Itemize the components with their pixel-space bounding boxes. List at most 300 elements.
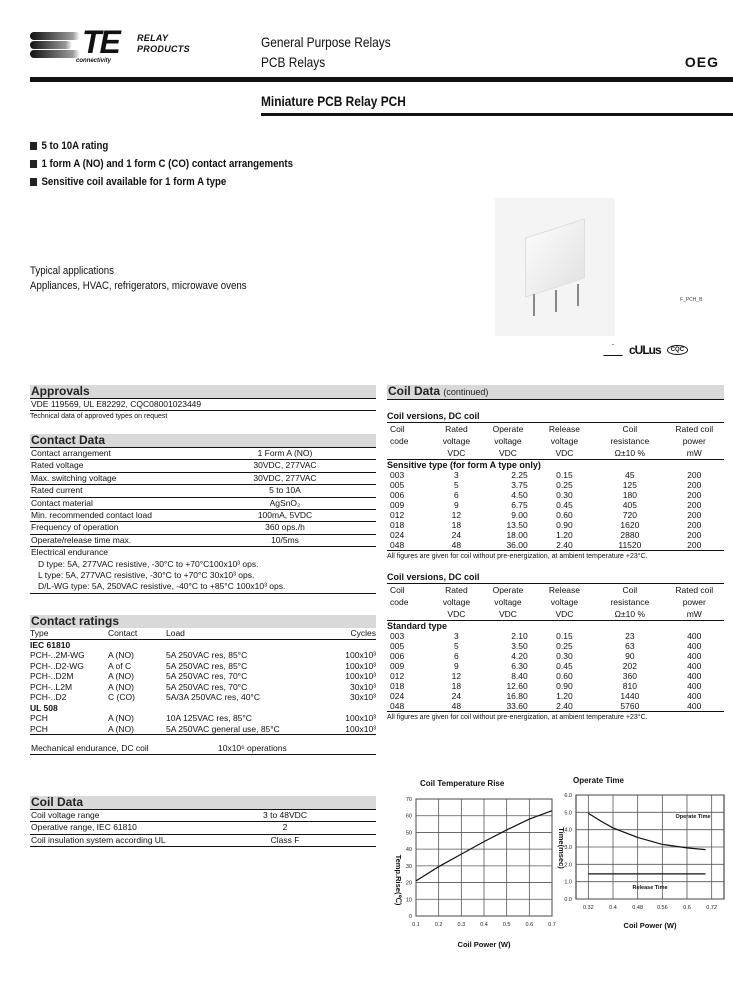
coil-cell: 200 (687, 500, 702, 510)
coil-cell: 2.40 (556, 701, 573, 711)
chart-title: Coil Temperature Rise (420, 779, 505, 788)
coil-cell: 3 (454, 631, 459, 641)
logo-tagline: connectivity (76, 58, 112, 64)
coil-cell: 3 (454, 470, 459, 480)
coil-table (387, 572, 724, 723)
coil-cell: 2.25 (511, 470, 528, 480)
coil-cell: 6.75 (511, 500, 528, 510)
feature-text: Sensitive coil available for 1 form A type (41, 176, 227, 188)
endurance-item: L type: 5A, 277VAC resistive, -30°C to +70°C 30x10³ ops. (38, 570, 255, 581)
row-value: 360 ops./h (265, 522, 305, 533)
x-tick-label: 0.2 (434, 922, 443, 928)
category-line-2: PCB Relays (261, 54, 326, 70)
logo-stripe (30, 41, 72, 49)
coil-cell: 0.25 (556, 641, 573, 651)
header-rule (30, 77, 733, 82)
coil-cell: 0.90 (556, 520, 573, 530)
section-heading-text: Coil Data (388, 384, 441, 398)
ratings-cell: PCH-..D2M (30, 671, 74, 681)
row-value: AgSnO₂ (269, 497, 301, 508)
coil-cell: 003 (390, 470, 405, 480)
y-axis-label: Time(msec) (557, 827, 566, 869)
x-tick-label: 0.48 (632, 905, 644, 911)
coil-cell: 18.00 (506, 530, 528, 540)
coil-cell: 018 (390, 520, 405, 530)
coil-header-cell: voltage (494, 597, 522, 607)
data-row (30, 535, 376, 547)
relay-body (525, 218, 585, 297)
coil-cell: 024 (390, 691, 405, 701)
coil-cell: 12 (451, 671, 462, 681)
coil-cell: 005 (390, 641, 405, 651)
coil-cell: 18 (451, 681, 462, 691)
coil-row (387, 510, 724, 520)
approvals-row (30, 399, 376, 411)
logo-product-line-1: RELAY (137, 33, 169, 43)
coil-cell: 90 (625, 651, 635, 661)
row-label: Frequency of operation (31, 522, 119, 533)
relay-pin (555, 290, 557, 312)
ratings-row (30, 650, 376, 661)
coil-header-cell (387, 608, 431, 620)
vde-mark-icon (603, 344, 623, 356)
coil-cell: 5 (454, 641, 459, 651)
coil-row (387, 540, 724, 550)
y-tick-label: 30 (405, 863, 412, 870)
coil-cell: 400 (687, 701, 702, 711)
x-tick-label: 0.32 (582, 905, 594, 911)
coil-header-cell: VDC (447, 609, 466, 619)
coil-header-cell: Rated coil (675, 585, 714, 595)
coil-cell: 5 (454, 480, 459, 490)
row-label: Contact material (31, 497, 93, 508)
coil-header-cell: mW (686, 609, 702, 619)
ratings-cell: 100x10³ (345, 660, 376, 671)
coil-header-cell: Ω±10 % (614, 609, 646, 619)
coil-cell: 400 (687, 641, 702, 651)
data-row (30, 498, 376, 510)
coil-cell: 13.50 (506, 520, 528, 530)
ratings-cell: A (NO) (108, 723, 134, 734)
coil-row (387, 631, 724, 641)
coil-cell: 0.15 (556, 631, 573, 641)
temp-rise-chart (385, 790, 560, 955)
coil-cell: 005 (390, 480, 405, 490)
coil-header-line (387, 435, 724, 447)
relay-photo (495, 198, 615, 336)
coil-header-cell: VDC (555, 448, 574, 458)
coil-cell: 48 (451, 701, 462, 711)
coil-cell: 405 (622, 500, 637, 510)
coil-header-cell: Coil (390, 585, 405, 595)
data-row (30, 510, 376, 522)
relay-pin (533, 294, 535, 316)
coil-cell: 1.20 (556, 691, 573, 701)
ratings-row (30, 682, 376, 693)
coil-cell: 400 (687, 691, 702, 701)
data-row (30, 485, 376, 497)
coil-header-cell: voltage (494, 436, 522, 446)
coil-header-cell: voltage (550, 597, 579, 607)
row-value: 3 to 48VDC (263, 810, 307, 820)
coil-header-cell: Operate (492, 424, 524, 434)
coil-row (387, 490, 724, 500)
coil-cell: 48 (451, 540, 462, 550)
data-row (30, 835, 376, 847)
coil-cell: 3.75 (511, 480, 528, 490)
coil-header-line (387, 423, 724, 435)
coil-header-cell: resistance (610, 597, 650, 607)
y-tick-label: 6.0 (564, 793, 572, 799)
te-logo (30, 24, 210, 68)
ratings-cell: 5A 250VAC res, 85°C (166, 650, 248, 660)
row-label: Contact arrangement (31, 448, 111, 458)
coil-header-line (387, 596, 724, 608)
coil-header-cell: code (390, 597, 409, 607)
bullet-square-icon (30, 160, 37, 168)
col-contact: Contact (108, 628, 138, 638)
coil-header-cell: Coil (390, 424, 405, 434)
y-tick-label: 3.0 (564, 845, 572, 851)
coil-header-cell: VDC (555, 609, 574, 619)
ratings-cell: 30x10³ (350, 692, 376, 702)
x-tick-label: 0.4 (480, 922, 488, 928)
ratings-row (30, 692, 376, 703)
coil-header-cell: Ω±10 % (614, 448, 646, 458)
x-tick-label: 0.6 (683, 905, 691, 911)
typical-applications (30, 264, 247, 294)
row-value: 100mA, 5VDC (257, 510, 313, 521)
ratings-cell: 10A 125VAC res, 85°C (166, 713, 252, 723)
coil-cell: 200 (687, 490, 702, 500)
feature-item (30, 137, 293, 155)
ratings-group-heading: IEC 61810 (30, 639, 71, 650)
coil-cell: 720 (622, 510, 637, 520)
coil-cell: 0.30 (556, 651, 573, 661)
coil-table-header (387, 584, 724, 621)
coil-cell: 2.40 (556, 540, 573, 550)
col-load: Load (166, 628, 185, 638)
y-tick-label: 20 (405, 880, 412, 887)
row-value: Class F (270, 834, 300, 845)
feature-text: 5 to 10A rating (41, 140, 109, 152)
coil-cell: 12 (451, 510, 462, 520)
x-tick-label: 0.3 (457, 922, 466, 928)
coil-header-line (387, 584, 724, 596)
data-row (30, 810, 376, 822)
mechanical-endurance-label: Mechanical endurance, DC coil (31, 743, 149, 753)
coil-cell: 4.20 (511, 651, 528, 661)
coil-cell: 009 (390, 500, 405, 510)
culus-mark-icon: cULus (629, 343, 661, 357)
coil-cell: 12.60 (506, 681, 528, 691)
coil-row (387, 530, 724, 540)
y-tick-label: 10 (405, 897, 412, 904)
coil-data-rows (30, 810, 376, 847)
row-value: 10/5ms (271, 534, 299, 545)
ratings-cell: A (NO) (108, 681, 134, 692)
coil-cell: 4.50 (511, 490, 528, 500)
data-row (30, 822, 376, 834)
coil-cell: 24 (451, 691, 462, 701)
coil-group-heading: Sensitive type (for form A type only) (387, 460, 541, 470)
brand-label: OEG (684, 54, 719, 70)
coil-header-cell: Operate (492, 585, 524, 595)
ratings-cell: A (NO) (108, 671, 134, 681)
relay-pin (577, 284, 579, 306)
ratings-cell: 5A 250VAC res, 70°C (166, 671, 248, 681)
coil-data-continued-section (387, 385, 724, 723)
logo-mark: TE (82, 24, 119, 60)
coil-table-body (387, 631, 724, 712)
coil-row (387, 480, 724, 490)
y-tick-label: 50 (405, 830, 412, 837)
section-heading (387, 385, 724, 400)
coil-cell: 400 (687, 631, 702, 641)
coil-cell: 18 (451, 520, 462, 530)
feature-list (30, 137, 329, 191)
coil-row (387, 651, 724, 661)
ratings-cell: PCH-..2M-WG (30, 650, 85, 660)
category-heading (261, 32, 391, 72)
coil-cell: 63 (625, 641, 635, 651)
data-row (30, 460, 376, 472)
coil-cell: 33.60 (506, 701, 528, 711)
electrical-endurance-row (30, 547, 376, 558)
y-tick-label: 60 (405, 813, 412, 820)
logo-product-line-2: PRODUCTS (137, 44, 190, 54)
x-axis-label: Coil Power (W) (457, 940, 511, 949)
coil-row (387, 701, 724, 711)
row-label: Max. switching voltage (31, 472, 117, 483)
coil-cell: 8.40 (511, 671, 528, 681)
ratings-cell: C (CO) (108, 692, 135, 702)
coil-cell: 048 (390, 701, 405, 711)
x-tick-label: 0.5 (502, 922, 511, 928)
coil-cell: 1.20 (556, 530, 573, 540)
ratings-cell: A (NO) (108, 713, 134, 723)
ratings-header-row (30, 628, 376, 640)
coil-cell: 360 (622, 671, 637, 681)
ratings-cell: 100x10³ (345, 723, 376, 734)
row-value: 1 Form A (NO) (257, 448, 313, 458)
coil-cell: 200 (687, 530, 702, 540)
coil-cell: 0.60 (556, 510, 573, 520)
approvals-note: Technical data of approved types on request (30, 413, 168, 421)
coil-header-cell: VDC (498, 448, 517, 458)
coil-tables (387, 411, 724, 723)
coil-group-heading: Standard type (387, 621, 448, 631)
coil-row (387, 520, 724, 530)
coil-row (387, 500, 724, 510)
coil-cell: 024 (390, 530, 405, 540)
x-tick-label: 0.56 (656, 905, 668, 911)
coil-row (387, 671, 724, 681)
coil-header-cell: code (390, 436, 409, 446)
coil-header-cell: Rated coil (675, 424, 714, 434)
ratings-cell: PCH-..D2-WG (30, 660, 84, 671)
ratings-cell: 5A 250VAC general use, 85°C (166, 723, 280, 734)
coil-cell: 400 (687, 681, 702, 691)
ratings-group-heading: UL 508 (30, 702, 58, 713)
coil-cell: 5760 (620, 701, 640, 711)
contact-ratings-section (30, 615, 376, 755)
y-tick-label: 1.0 (564, 879, 572, 886)
coil-cell: 018 (390, 681, 405, 691)
coil-header-cell: power (682, 597, 706, 607)
y-tick-label: 0 (408, 914, 412, 920)
row-label: Rated current (31, 485, 83, 496)
feature-item (30, 173, 293, 191)
page-title: Miniature PCB Relay PCH (261, 93, 406, 109)
coil-cell: 810 (622, 681, 637, 691)
y-tick-label: 40 (405, 847, 412, 854)
ratings-cell: PCH (30, 723, 48, 734)
row-value: 5 to 10A (269, 485, 301, 496)
coil-cell: 0.60 (556, 671, 573, 681)
coil-header-cell (387, 447, 431, 459)
section-heading: Contact Data (30, 434, 376, 448)
cqc-mark-icon: CQC (667, 345, 688, 355)
electrical-endurance-list (30, 559, 376, 594)
x-tick-label: 0.6 (525, 922, 534, 928)
ratings-cell: 5A 250VAC res, 85°C (166, 660, 248, 671)
coil-cell: 200 (687, 520, 702, 530)
coil-cell: 012 (390, 671, 405, 681)
mechanical-endurance-row (30, 743, 376, 755)
x-tick-label: 0.7 (548, 922, 556, 928)
coil-header-cell: VDC (447, 448, 466, 458)
coil-cell: 200 (687, 540, 702, 550)
coil-table-header (387, 423, 724, 460)
applications-label: Typical applications (30, 265, 114, 277)
coil-cell: 36.00 (506, 540, 528, 550)
coil-cell: 3.50 (511, 641, 528, 651)
coil-data-section (30, 796, 376, 847)
coil-cell: 6.30 (511, 661, 528, 671)
coil-header-cell: VDC (498, 609, 517, 619)
mechanical-endurance-value: 10x10⁶ operations (218, 743, 287, 753)
coil-cell: 2880 (620, 530, 640, 540)
row-label: Rated voltage (31, 460, 84, 471)
row-label: Min. recommended contact load (31, 510, 152, 521)
row-value: 30VDC, 277VAC (253, 460, 317, 471)
coil-header-line (387, 447, 724, 459)
coil-row (387, 661, 724, 671)
coil-cell: 125 (622, 480, 637, 490)
ratings-cell: A (NO) (108, 650, 134, 660)
coil-table-title: Coil versions, DC coil (387, 572, 724, 584)
y-tick-label: 4.0 (564, 827, 572, 834)
coil-header-cell: Rated (445, 424, 468, 434)
coil-table-title: Coil versions, DC coil (387, 411, 724, 423)
coil-cell: 180 (622, 490, 637, 500)
coil-cell: 0.45 (556, 500, 573, 510)
col-cycles: Cycles (350, 628, 376, 638)
row-value: 30VDC, 277VAC (253, 472, 317, 483)
bullet-square-icon (30, 142, 37, 150)
certification-logos (603, 343, 688, 357)
col-type: Type (30, 628, 49, 638)
ratings-body (30, 640, 376, 736)
coil-cell: 200 (687, 480, 702, 490)
coil-header-cell: Rated (445, 585, 468, 595)
row-label: Operate/release time max. (31, 534, 132, 545)
data-row (30, 522, 376, 534)
section-heading-suffix: (continued) (443, 387, 489, 397)
coil-table-body (387, 470, 724, 551)
coil-cell: 0.15 (556, 470, 573, 480)
ratings-row (30, 671, 376, 682)
coil-row (387, 470, 724, 480)
approvals-section (30, 385, 376, 422)
coil-cell: 9 (454, 500, 459, 510)
coil-cell: 9 (454, 661, 459, 671)
coil-cell: 0.45 (556, 661, 573, 671)
operate-time-chart (545, 788, 733, 935)
coil-table-note: All figures are given for coil without pre-energization, at ambient temperature +23°C. (387, 714, 648, 721)
coil-cell: 200 (687, 510, 702, 520)
title-rule (261, 113, 733, 116)
electrical-endurance-label: Electrical endurance (31, 547, 109, 558)
coil-table-note: All figures are given for coil without pre-energization, at ambient temperature +23°C. (387, 553, 648, 560)
endurance-item: D/L-WG type: 5A, 250VAC resistive, -40°C to +85°C 100x10³ ops. (38, 581, 286, 592)
coil-cell: 048 (390, 540, 405, 550)
coil-table (387, 411, 724, 562)
coil-row (387, 641, 724, 651)
ratings-row (30, 713, 376, 724)
coil-header-line (387, 608, 724, 620)
photo-code: F_PCH_B (680, 297, 703, 303)
ratings-cell: PCH (30, 713, 48, 723)
coil-header-cell: mW (686, 448, 702, 458)
coil-cell: 6 (454, 490, 459, 500)
feature-item (30, 155, 293, 173)
x-axis-label: Coil Power (W) (623, 921, 677, 930)
coil-cell: 202 (622, 661, 637, 671)
y-tick-label: 5.0 (564, 810, 572, 817)
approvals-value: VDE 119569, UL E82292, CQC08001023449 (31, 399, 202, 409)
series-label: Release Time (632, 885, 668, 891)
coil-row (387, 681, 724, 691)
ratings-row (30, 661, 376, 672)
coil-cell: 1440 (620, 691, 640, 701)
contact-data-rows (30, 448, 376, 547)
data-row (30, 473, 376, 485)
coil-header-cell: resistance (610, 436, 650, 446)
coil-cell: 003 (390, 631, 405, 641)
y-tick-label: 2.0 (564, 862, 572, 869)
row-value: 2 (282, 822, 288, 833)
coil-cell: 400 (687, 651, 702, 661)
ratings-cell: 100x10³ (345, 671, 376, 681)
x-tick-label: 0.4 (609, 905, 617, 911)
ratings-cell: 100x10³ (345, 713, 376, 723)
coil-cell: 16.80 (506, 691, 528, 701)
series-label: Operate Time (675, 814, 711, 820)
coil-cell: 11520 (618, 540, 642, 550)
section-heading: Coil Data (30, 796, 376, 810)
row-label: Coil insulation system according UL (31, 834, 166, 845)
logo-stripe (30, 50, 80, 58)
coil-cell: 0.25 (556, 480, 573, 490)
ratings-cell: PCH-..L2M (30, 681, 73, 692)
feature-text: 1 form A (NO) and 1 form C (CO) contact arrangements (41, 158, 293, 170)
category-line-1: General Purpose Relays (261, 34, 391, 50)
section-heading: Contact ratings (30, 615, 376, 628)
ratings-cell: 100x10³ (345, 650, 376, 660)
endurance-item: D type: 5A, 277VAC resistive, -30°C to +70°C100x10³ ops. (38, 558, 259, 569)
